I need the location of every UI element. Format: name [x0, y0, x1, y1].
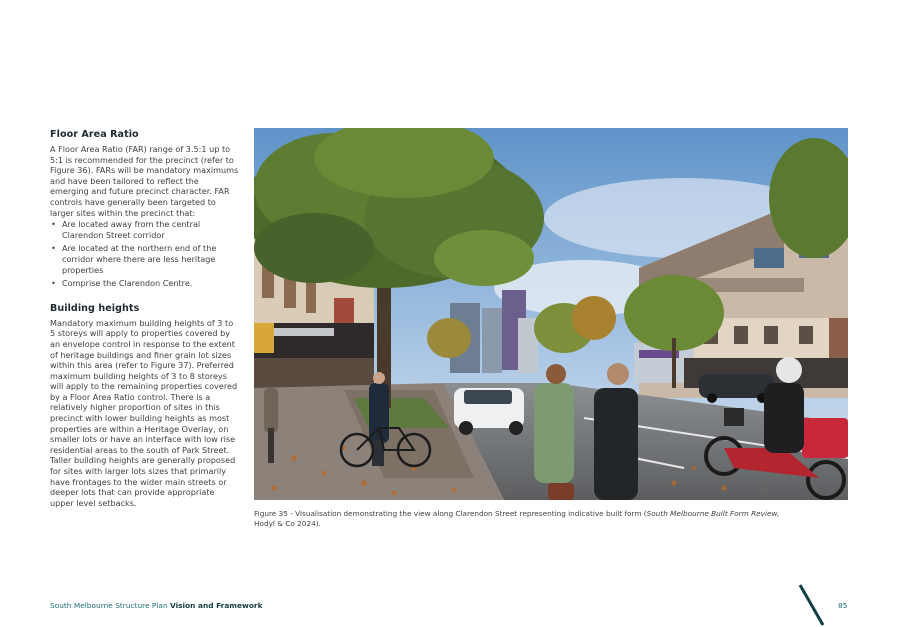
figure-caption — [254, 509, 794, 529]
far-bullet: • Are located at the northern end of the corridor where there are less heritage properties — [50, 243, 240, 275]
far-bullet-list — [50, 219, 240, 289]
far-bullet: • Comprise the Clarendon Centre. — [50, 278, 240, 289]
caption-source-title: South Melbourne Built Form Review, — [646, 509, 780, 518]
heights-paragraph: Mandatory maximum building heights of 3 to 5 storeys will apply to properties covered by an envelope control in response to the extent of heritage buildings and finer grain lot sizes within this area (refer to Figure 37). Preferred maximum building heights of 3 to 8 storeys will apply to the remaining properties covered by a Floor Area Ratio control. There is a relatively higher proportion of sites in this precinct with lower building heights as most properties are within a Heritage Overlay, on smaller lots or have an interface with low rise residential areas to the south of Park Street. Taller building heights are generally proposed for sites with larger lots sizes that primarily have frontages to the wider main streets or deeper lots that can provide appropriate upper level setbacks. — [50, 317, 238, 508]
page-number: 85 — [838, 601, 848, 610]
footer-doc-name: South Melbourne Structure Plan — [50, 601, 168, 610]
heights-heading: Building heights — [50, 302, 140, 314]
decorative-slash-icon — [797, 583, 827, 627]
caption-text: Figure 35 - Visualisation demonstrating the view along Clarendon Street representing indicative built form ( — [254, 509, 647, 518]
far-paragraph: A Floor Area Ratio (FAR) range of 3.5:1 up to 5:1 is recommended for the precinct (refer to Figure 36). FARs will be mandatory maximums and have been tailored to reflect the emerging and future precinct character. FAR controls have generally been targeted to larger sites within the precinct that: — [50, 144, 239, 218]
far-bullet: • Are located away from the central Clarendon Street corridor — [50, 219, 240, 240]
street-visualisation-image — [254, 128, 848, 500]
caption-source-author: Hodyl & Co 2024). — [254, 519, 321, 528]
far-heading: Floor Area Ratio — [50, 129, 139, 140]
footer-section-name: Vision and Framework — [170, 601, 263, 610]
left-column — [50, 129, 240, 508]
footer-document-title — [50, 601, 262, 610]
